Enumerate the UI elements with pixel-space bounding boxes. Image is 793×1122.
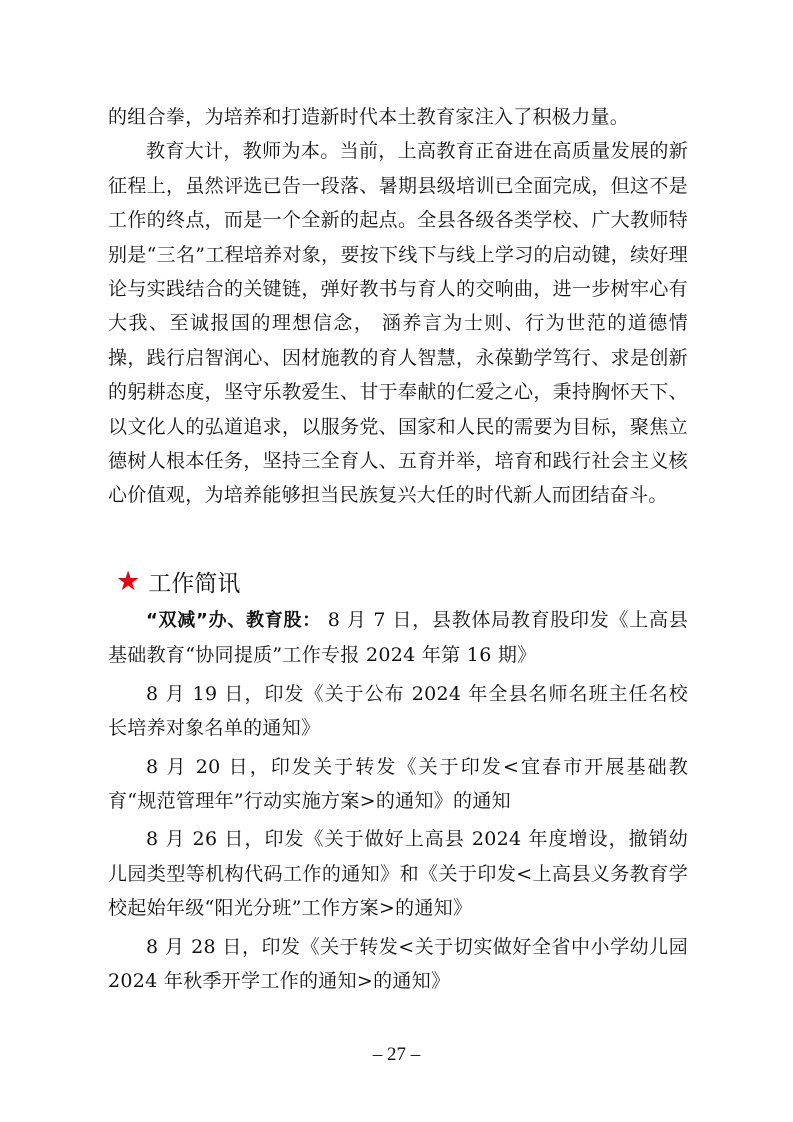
brief-item [108,822,688,925]
brief-text: 8 月 7 日，县教体局教育股印发《上高县基础教育“协同提质”工作专报 2024 年第 16 期》 [108,609,688,667]
star-icon: ★ [116,565,141,597]
brief-item [108,930,688,999]
brief-item [108,603,688,673]
brief-item [108,750,688,819]
work-briefs-block [108,603,688,1002]
brief-lead: “双减”办、教育股： [146,610,321,631]
section-heading [116,564,240,598]
intro-paragraph-continuation: 的组合拳，为培养和打造新时代本土教育家注入了积极力量。 [108,106,630,128]
brief-text: 8 月 19 日，印发《关于公布 2024 年全县名师名班主任名校长培养对象名单的通知》 [108,682,688,740]
intro-paragraph-teachers: 教育大计，教师为本。当前，上高教育正奋进在高质量发展的新征程上，虽然评选已告一段落、暑期县级培训已全面完成，但这不是工作的终点，而是一个全新的起点。全县各级各类学校、广大教师特别是“三名”工程培养对象，要按下线下与线上学习的启动键，续好理论与实践结合的关键链，弹好教书与育人的交响曲，进一步树牢心有大我、至诚报国的理想信念， 涵养言为士则、行为世范的道德情操，践行启智润心、因材施教的育人智慧，永葆勤学笃行、求是创新的躬耕态度，坚守乐教爱生、甘于奉献的仁爱之心，秉持胸怀天下、以文化人的弘道追求，以服务党、国家和人民的需要为目标，聚焦立德树人根本任务，坚持三全育人、五育并举，培育和践行社会主义核心价值观，为培养能够担当民族复兴大任的时代新人而团结奋斗。 [108,140,688,507]
section-title: 工作简讯 [148,570,241,597]
brief-text: 8 月 20 日，印发关于转发《关于印发<宜春市开展基础教育“规范管理年”行动实施方案>的通知》的通知 [108,755,688,813]
intro-text-block [108,100,688,513]
brief-text: 8 月 26 日，印发《关于做好上高县 2024 年度增设，撤销幼儿园类型等机构代码工作的通知》和《关于印发<上高县义务教育学校起始年级“阳光分班”工作方案>的通知》 [108,828,688,920]
brief-text: 8 月 28 日，印发《关于转发<关于切实做好全省中小学幼儿园 2024 年秋季开学工作的通知>的通知》 [108,935,688,993]
page-number: – 27 – [372,1044,421,1065]
brief-item [108,677,688,746]
